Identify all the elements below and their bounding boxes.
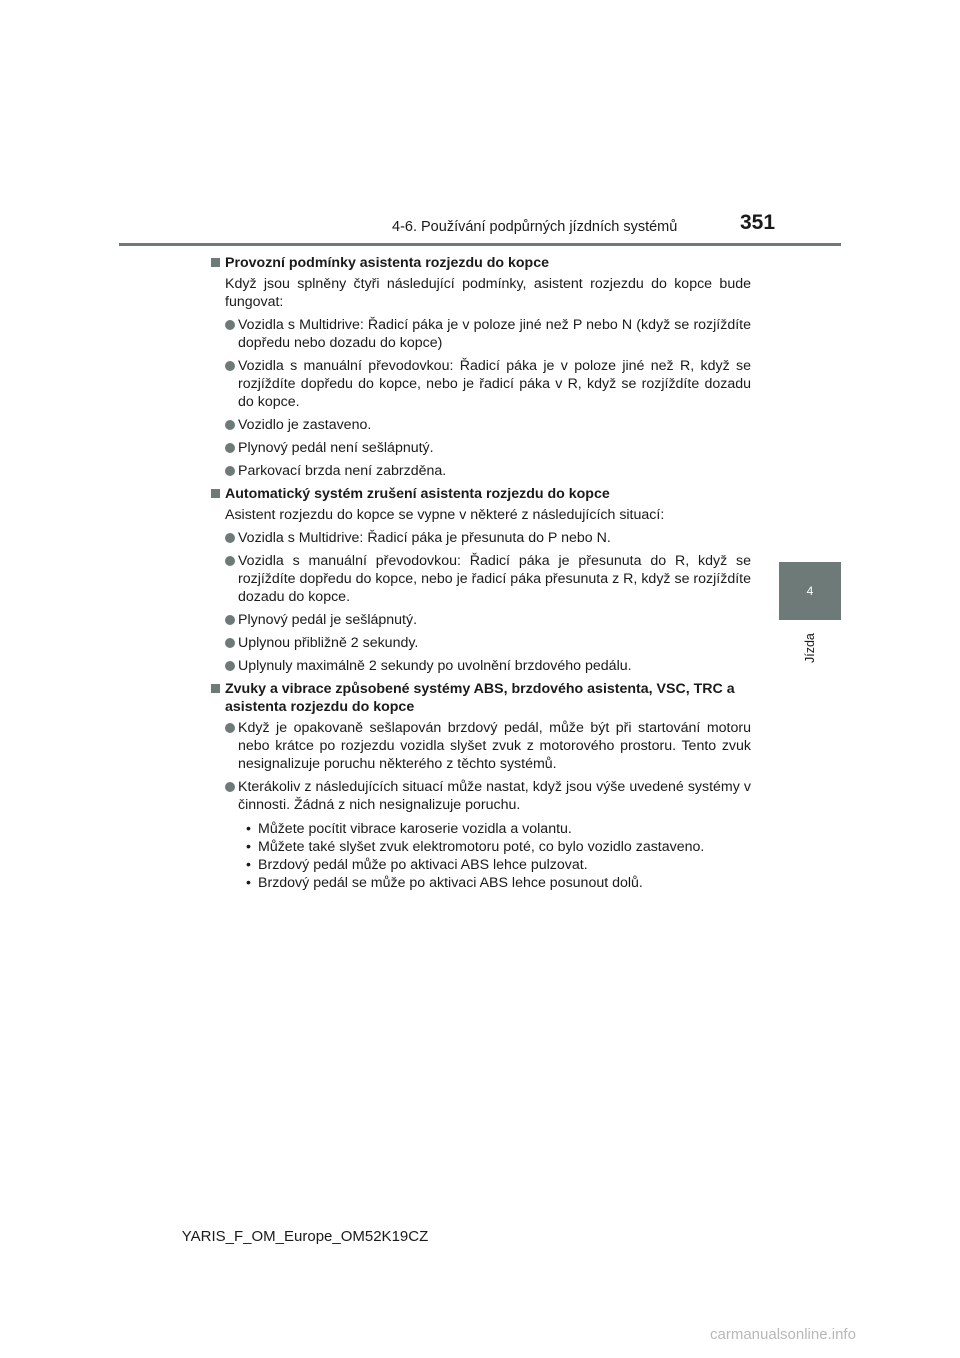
chapter-label: Jízda (803, 633, 817, 663)
section-title: Zvuky a vibrace způsobené systémy ABS, brzdového asistenta, VSC, TRC a asistenta rozjezdu do kopce (211, 680, 751, 716)
list-item: Plynový pedál je sešlápnutý. (211, 611, 751, 629)
circle-bullet-icon (225, 361, 235, 371)
bullet-list (211, 529, 751, 675)
section-auto-cancel (211, 485, 751, 675)
page-number: 351 (740, 211, 776, 234)
circle-bullet-icon (225, 420, 235, 430)
list-item: Uplynou přibližně 2 sekundy. (211, 634, 751, 652)
list-item: Parkovací brzda není zabrzděna. (211, 462, 751, 480)
list-item: Vozidlo je zastaveno. (211, 416, 751, 434)
section-intro: Asistent rozjezdu do kopce se vypne v některé z následujících situací: (225, 507, 665, 523)
circle-bullet-icon (225, 533, 235, 543)
bullet-list (211, 719, 751, 892)
section-title: Automatický systém zrušení asistenta rozjezdu do kopce (211, 485, 751, 503)
list-item: Vozidla s manuální převodovkou: Řadicí páka je přesunuta do R, když se rozjíždíte dopředu do kopce, nebo je řadicí páka přesunuta z R, když se rozjíždíte dozadu do kopce. (211, 552, 751, 606)
circle-bullet-icon (225, 638, 235, 648)
sub-list-item: • Brzdový pedál může po aktivaci ABS lehce pulzovat. (246, 857, 588, 873)
list-item: Plynový pedál není sešlápnutý. (211, 439, 751, 457)
header-divider (119, 243, 841, 246)
header-section-title: 4-6. Používání podpůrných jízdních systémů (392, 219, 678, 235)
sub-list-item: • Můžete také slyšet zvuk elektromotoru poté, co bylo vozidlo zastaveno. (246, 839, 705, 855)
page-content (211, 254, 751, 897)
section-hill-start-conditions (211, 254, 751, 480)
list-item: Uplynuly maximálně 2 sekundy po uvolnění brzdového pedálu. (211, 657, 751, 675)
list-item: Když je opakovaně sešlapován brzdový pedál, může být při startování motoru nebo krátce po rozjezdu vozidla slyšet zvuk z motorového prostoru. Tento zvuk nesignalizuje poruchu některého z těchto systémů. (211, 719, 751, 773)
watermark-link[interactable]: carmanualsonline.info (710, 1326, 856, 1343)
section-title: Provozní podmínky asistenta rozjezdu do kopce (211, 254, 751, 272)
chapter-number: 4 (806, 584, 814, 598)
circle-bullet-icon (225, 782, 235, 792)
square-bullet-icon (211, 684, 220, 693)
circle-bullet-icon (225, 615, 235, 625)
section-intro: Když jsou splněny čtyři následující podmínky, asistent rozjezdu do kopce bude fungovat: (225, 276, 751, 310)
square-bullet-icon (211, 258, 220, 267)
manual-code-footer: YARIS_F_OM_Europe_OM52K19CZ (181, 1228, 429, 1245)
chapter-tab[interactable] (779, 562, 841, 620)
circle-bullet-icon (225, 443, 235, 453)
list-item: Vozidla s manuální převodovkou: Řadicí páka je v poloze jiné než R, když se rozjíždíte dopředu do kopce, nebo je řadicí páka v R, když se rozjíždíte dozadu do kopce. (211, 357, 751, 411)
section-sounds-vibrations (211, 680, 751, 892)
sub-list (238, 820, 751, 892)
list-item: Vozidla s Multidrive: Řadicí páka je v poloze jiné než P nebo N (když se rozjíždíte dopředu nebo dozadu do kopce) (211, 316, 751, 352)
sub-list-item: • Brzdový pedál se může po aktivaci ABS lehce posunout dolů. (246, 875, 643, 891)
list-item: Vozidla s Multidrive: Řadicí páka je přesunuta do P nebo N. (211, 529, 751, 547)
circle-bullet-icon (225, 723, 235, 733)
circle-bullet-icon (225, 556, 235, 566)
list-item: Kterákoliv z následujících situací může nastat, když jsou výše uvedené systémy v činnosti. Žádná z nich nesignalizuje poruchu. • Můžete pocítit vibrace karoserie vozidla a volantu. • Můžete také slyšet zvuk elektromotoru poté, co bylo vozidlo zastaveno. • Brzdový pedál může po aktivaci ABS lehce pulzovat. • Brzdový pedál se může po aktivaci ABS lehce posunout dolů. (211, 778, 751, 892)
sub-list-item: • Můžete pocítit vibrace karoserie vozidla a volantu. (246, 821, 572, 837)
bullet-list (211, 316, 751, 480)
circle-bullet-icon (225, 466, 235, 476)
square-bullet-icon (211, 489, 220, 498)
circle-bullet-icon (225, 320, 235, 330)
circle-bullet-icon (225, 661, 235, 671)
